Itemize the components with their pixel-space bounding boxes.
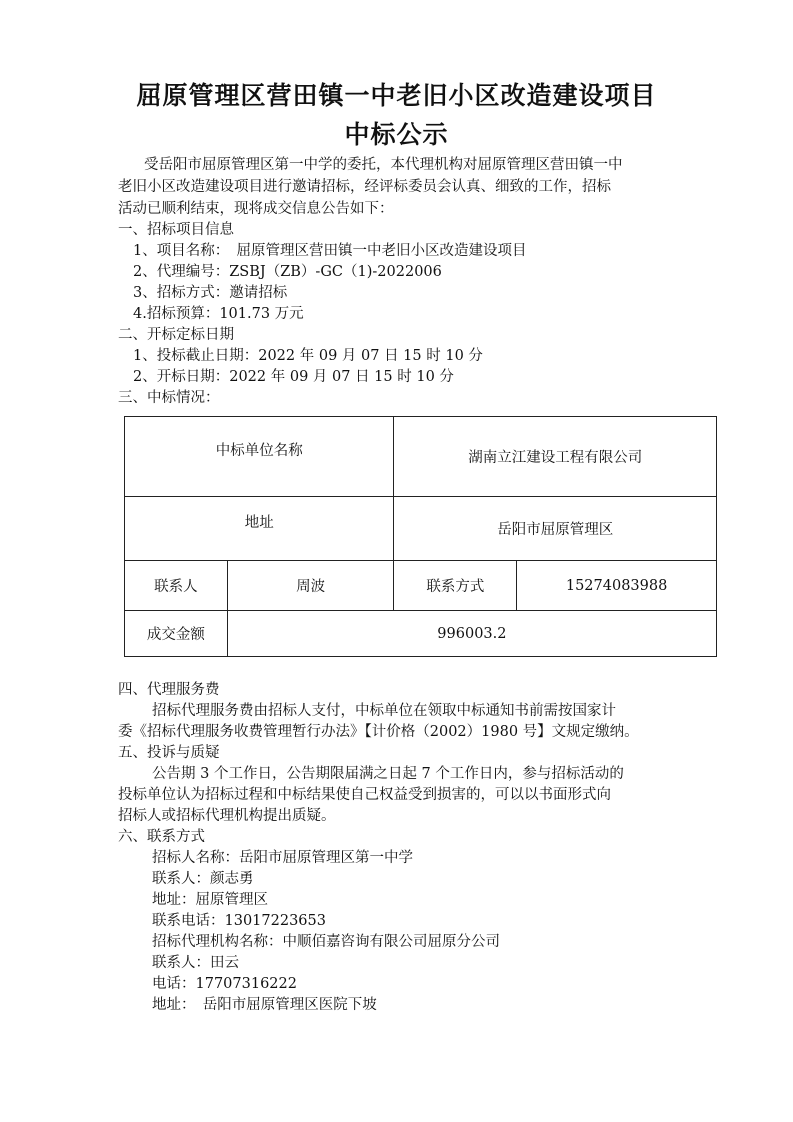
complaints-line: 公告期 3 个工作日，公告期限届满之日起 7 个工作日内，参与招标活动的 (152, 766, 624, 782)
bidding-method: 3、招标方式：邀请招标 (133, 285, 288, 301)
phone-label-cell: 联系方式 (394, 561, 517, 611)
tenderer-contact: 联系人：颜志勇 (152, 871, 254, 887)
table-row (125, 497, 717, 561)
complaints-line: 投标单位认为招标过程和中标结果使自己权益受到损害的，可以以书面形式向 (118, 787, 611, 803)
amount-value-cell: 996003.2 (227, 611, 716, 657)
agency-name: 招标代理机构名称：中顺佰嘉咨询有限公司屈原分公司 (152, 934, 500, 950)
award-table (124, 416, 717, 657)
section-heading-contacts: 六、联系方式 (118, 829, 205, 845)
section-heading-award: 三、中标情况： (118, 390, 220, 406)
intro-line: 老旧小区改造建设项目进行邀请招标，经评标委员会认真、细致的工作，招标 (118, 179, 611, 195)
section-heading-dates: 二、开标定标日期 (118, 327, 234, 343)
page-subtitle: 中标公示 (344, 120, 449, 149)
table-row (125, 417, 717, 497)
address-label-cell: 地址 (125, 497, 394, 561)
section-heading-project-info: 一、招标项目信息 (118, 222, 234, 238)
complaints-line: 招标人或招标代理机构提出质疑。 (118, 808, 336, 824)
winner-label-cell: 中标单位名称 (125, 417, 394, 497)
opening-date: 2、开标日期：2022 年 09 月 07 日 15 时 10 分 (133, 369, 454, 385)
tenderer-phone: 联系电话：13017223653 (152, 913, 326, 929)
agency-code: 2、代理编号：ZSBJ（ZB）-GC（1)-2022006 (133, 264, 442, 280)
contact-label-cell: 联系人 (125, 561, 228, 611)
bidding-budget: 4.招标预算：101.73 万元 (133, 306, 304, 322)
table-row (125, 561, 717, 611)
contact-value-cell: 周波 (227, 561, 394, 611)
agency-phone: 电话：17707316222 (152, 976, 297, 992)
amount-label-cell: 成交金额 (125, 611, 228, 657)
page-title: 屈原管理区营田镇一中老旧小区改造建设项目 (136, 81, 657, 110)
address-value-cell: 岳阳市屈原管理区 (394, 497, 717, 561)
project-name: 1、项目名称： 屈原管理区营田镇一中老旧小区改造建设项目 (133, 243, 527, 259)
tenderer-name: 招标人名称：岳阳市屈原管理区第一中学 (152, 850, 413, 866)
section-heading-agency-fee: 四、代理服务费 (118, 682, 220, 698)
section-heading-complaints: 五、投诉与质疑 (118, 745, 220, 761)
intro-line: 受岳阳市屈原管理区第一中学的委托，本代理机构对屈原管理区营田镇一中 (144, 157, 623, 173)
agency-contact: 联系人：田云 (152, 955, 239, 971)
bid-deadline: 1、投标截止日期：2022 年 09 月 07 日 15 时 10 分 (133, 348, 483, 364)
agency-fee-line: 招标代理服务费由招标人支付，中标单位在领取中标通知书前需按国家计 (152, 703, 616, 719)
table-row (125, 611, 717, 657)
winner-value-cell: 湖南立江建设工程有限公司 (394, 417, 717, 497)
phone-value-cell: 15274083988 (517, 561, 717, 611)
agency-fee-line: 委《招标代理服务收费管理暂行办法》【计价格（2002）1980 号】文规定缴纳。 (118, 724, 639, 740)
agency-address: 地址： 岳阳市屈原管理区医院下坡 (152, 997, 377, 1013)
tenderer-address: 地址：屈原管理区 (152, 892, 268, 908)
intro-line: 活动已顺利结束，现将成交信息公告如下： (118, 201, 394, 217)
